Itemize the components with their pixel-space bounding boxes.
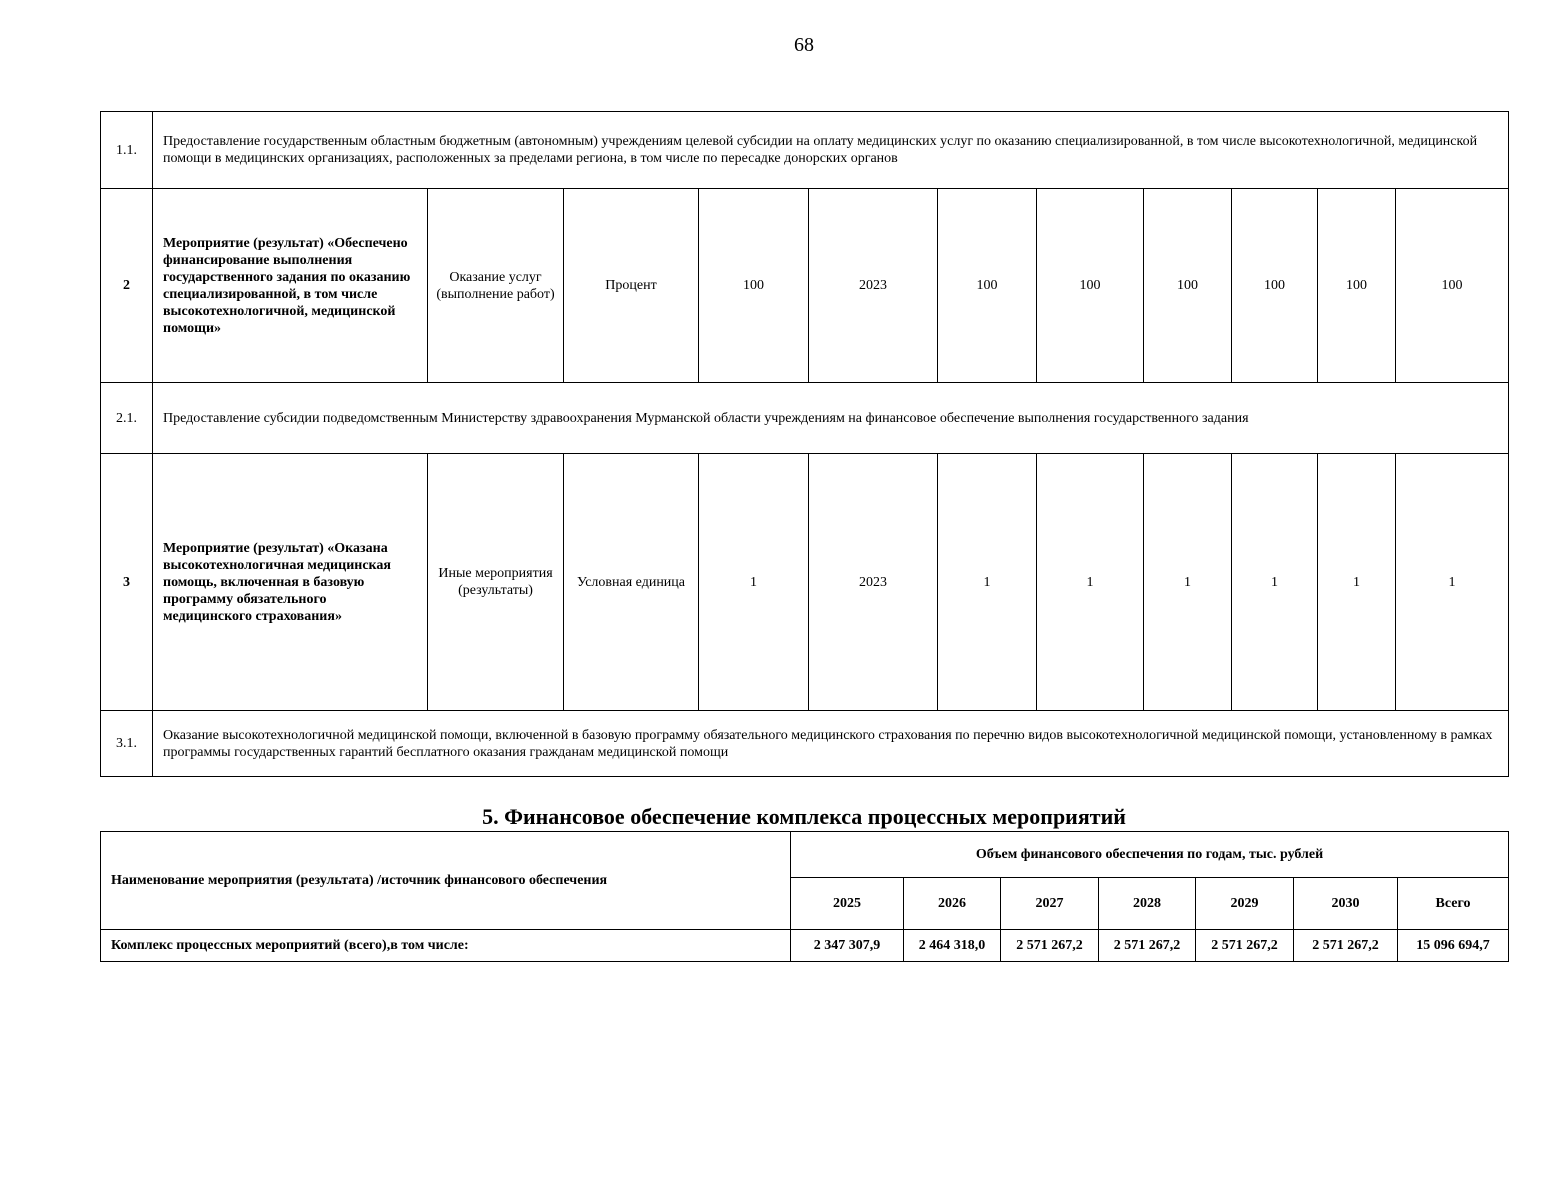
year-value: 1 (1037, 454, 1144, 711)
row-label: Комплекс процессных мероприятий (всего),в том числе: (101, 930, 791, 962)
result-type: Иные мероприятия (результаты) (428, 454, 564, 711)
year-header: 2028 (1099, 878, 1196, 930)
row-number: 2 (101, 189, 153, 383)
section-title: 5. Финансовое обеспечение комплекса процессных мероприятий (482, 804, 1126, 829)
result-name: Мероприятие (результат) «Обеспечено финансирование выполнения государственного задания по оказанию специализированной, в том числе высокотехнологичной, медицинской помощи» (153, 189, 428, 383)
table-row (101, 711, 1509, 777)
finance-table (100, 831, 1509, 962)
amount-cell: 2 571 267,2 (1294, 930, 1398, 962)
year-header: 2027 (1001, 878, 1099, 930)
year-value: 100 (1318, 189, 1396, 383)
base-value: 100 (699, 189, 809, 383)
total-cell: 15 096 694,7 (1398, 930, 1509, 962)
measure-description: Предоставление субсидии подведомственным Министерству здравоохранения Мурманской области учреждениям на финансовое обеспечение выполнения государственного задания (153, 383, 1509, 454)
amount-cell: 2 347 307,9 (791, 930, 904, 962)
result-type: Оказание услуг (выполнение работ) (428, 189, 564, 383)
amount-cell: 2 571 267,2 (1001, 930, 1099, 962)
year-header: 2030 (1294, 878, 1398, 930)
year-value: 100 (1144, 189, 1232, 383)
unit: Условная единица (564, 454, 699, 711)
row-number: 3 (101, 454, 153, 711)
header-volume: Объем финансового обеспечения по годам, тыс. рублей (791, 832, 1509, 878)
year-value: 100 (1037, 189, 1144, 383)
row-number: 2.1. (101, 383, 153, 454)
year-header: 2025 (791, 878, 904, 930)
table-row (101, 383, 1509, 454)
header-name: Наименование мероприятия (результата) /источник финансового обеспечения (101, 832, 791, 930)
year-value: 100 (1396, 189, 1509, 383)
total-header: Всего (1398, 878, 1509, 930)
year-header: 2029 (1196, 878, 1294, 930)
unit: Процент (564, 189, 699, 383)
base-year: 2023 (809, 454, 938, 711)
results-table (100, 111, 1509, 777)
row-number: 3.1. (101, 711, 153, 777)
year-value: 1 (1144, 454, 1232, 711)
table-header-row (101, 832, 1509, 878)
year-value: 1 (1318, 454, 1396, 711)
amount-cell: 2 571 267,2 (1099, 930, 1196, 962)
table-row (101, 930, 1509, 962)
year-value: 1 (1396, 454, 1509, 711)
table-row (101, 189, 1509, 383)
measure-description: Предоставление государственным областным бюджетным (автономным) учреждениям целевой субсидии на оплату медицинских услуг по оказанию специализированной, в том числе высокотехнологичной, медицинской помощи в медицинских организациях, расположенных за пределами региона, в том числе по пересадке донорских органов (153, 112, 1509, 189)
year-value: 100 (938, 189, 1037, 383)
table-row (101, 454, 1509, 711)
row-number: 1.1. (101, 112, 153, 189)
page-number: 68 (794, 34, 814, 56)
measure-description: Оказание высокотехнологичной медицинской помощи, включенной в базовую программу обязательного медицинского страхования по перечню видов высокотехнологичной медицинской помощи, установленному в рамках программы государственных гарантий бесплатного оказания гражданам медицинской помощи (153, 711, 1509, 777)
year-header: 2026 (904, 878, 1001, 930)
year-value: 1 (1232, 454, 1318, 711)
result-name: Мероприятие (результат) «Оказана высокотехнологичная медицинская помощь, включенная в базовую программу обязательного медицинского страхования» (153, 454, 428, 711)
amount-cell: 2 571 267,2 (1196, 930, 1294, 962)
amount-cell: 2 464 318,0 (904, 930, 1001, 962)
year-value: 1 (938, 454, 1037, 711)
table-row (101, 112, 1509, 189)
base-value: 1 (699, 454, 809, 711)
year-value: 100 (1232, 189, 1318, 383)
base-year: 2023 (809, 189, 938, 383)
